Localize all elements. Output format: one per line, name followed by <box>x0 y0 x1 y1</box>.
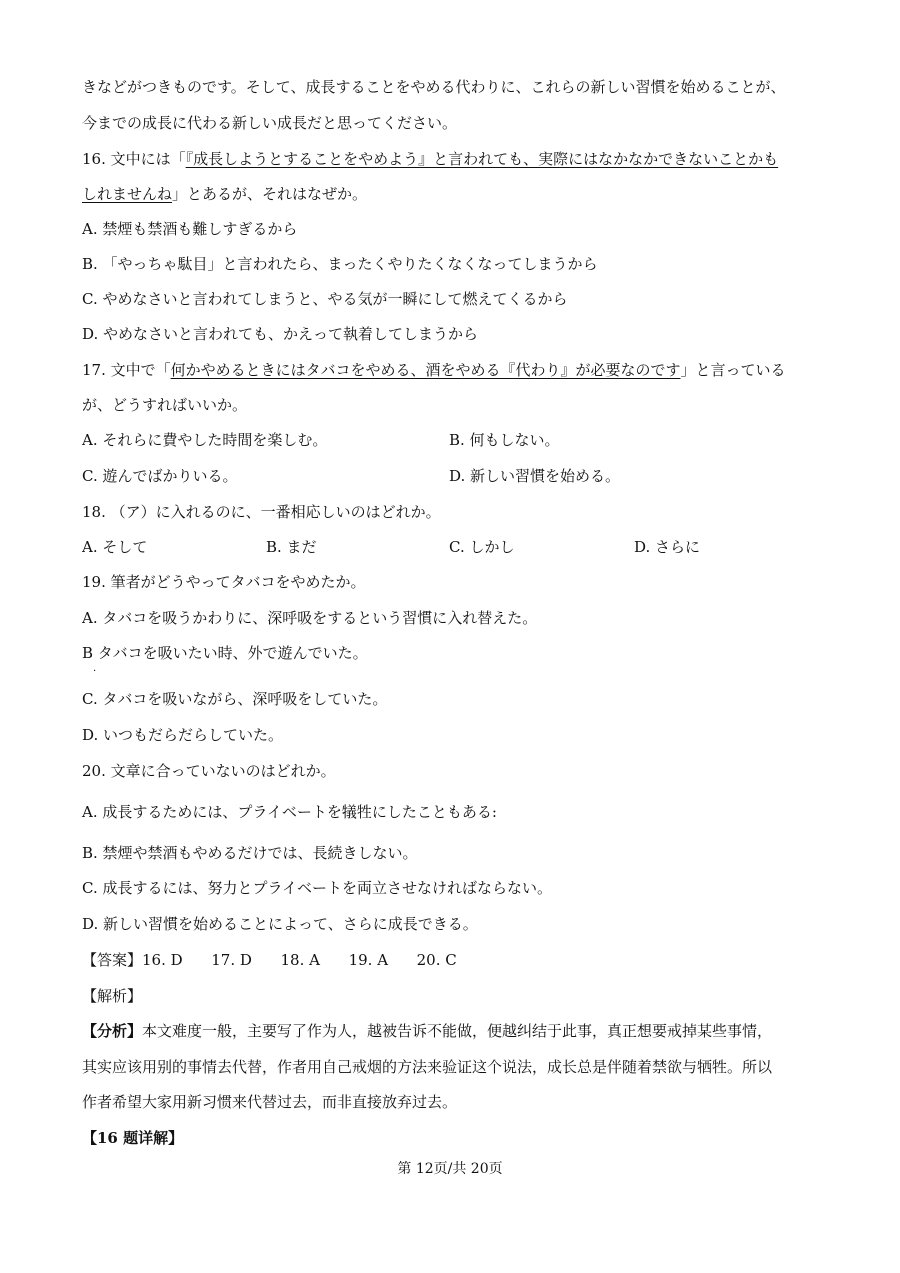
q17-option-c: C. 遊んでばかりいる。 <box>82 467 238 485</box>
q18-stem: 18. （ア）に入れるのに、一番相応しいのはどれか。 <box>82 503 441 521</box>
q17-suffix: 」と言っている <box>680 361 786 379</box>
q18-option-a: A. そして <box>82 538 148 556</box>
stray-dot-mark: · <box>93 666 97 677</box>
q17-quote: 何かやめるときにはタバコをやめる、酒をやめる『代わり』が必要なのです <box>170 361 681 379</box>
q18-option-b: B. まだ <box>266 538 317 556</box>
q19-option-c: C. タバコを吸いながら、深呼吸をしていた。 <box>82 690 388 708</box>
detail-16-heading: 【16 题详解】 <box>82 1129 184 1147</box>
answer-line: 【答案】16. D 17. D 18. A 19. A 20. C <box>82 951 457 969</box>
q20-option-c: C. 成長するには、努力とプライベートを両立させなければならない。 <box>82 879 553 897</box>
q16-suffix: 」とあるが、それはなぜか。 <box>172 185 368 203</box>
fenxi-line-1 <box>82 1021 772 1041</box>
q17-stem-line-2: が、どうすればいいか。 <box>82 396 248 414</box>
q16-option-c: C. やめなさいと言われてしまうと、やる気が一瞬にして燃えてくるから <box>82 290 568 308</box>
q16-stem-line-1 <box>82 149 778 169</box>
fenxi-text-1: 本文难度一般，主要写了作为人，越被告诉不能做，便越纠结于此事，真正想要戒掉某些事情， <box>142 1022 773 1040</box>
q19-stem: 19. 筆者がどうやってタバコをやめたか。 <box>82 573 366 591</box>
q17-prefix: 17. 文中で「 <box>82 361 171 379</box>
intro-line-1: きなどがつきものです。そして、成長することをやめる代わりに、これらの新しい習慣を始めることが、 <box>82 78 786 96</box>
q18-option-c: C. しかし <box>449 538 515 556</box>
q17-option-a: A. それらに費やした時間を楽しむ。 <box>82 431 328 449</box>
q16-option-a: A. 禁煙も禁酒も難しすぎるから <box>82 220 298 238</box>
q20-stem: 20. 文章に合っていないのはどれか。 <box>82 762 336 780</box>
q16-option-d: D. やめなさいと言われても、かえって執着してしまうから <box>82 325 479 343</box>
q17-option-d: D. 新しい習慣を始める。 <box>449 467 621 485</box>
analysis-heading: 【解析】 <box>82 987 143 1005</box>
q19-option-d: D. いつもだらだらしていた。 <box>82 726 284 744</box>
q20-option-a: A. 成長するためには、プライベートを犠牲にしたこともある: <box>82 803 497 821</box>
fenxi-line-2: 其实应该用别的事情去代替，作者用自己戒烟的方法来验证这个说法，成长总是伴随着禁欲与牺牲。所以 <box>82 1058 773 1076</box>
q18-option-d: D. さらに <box>634 538 701 556</box>
q20-option-b: B. 禁煙や禁酒もやめるだけでは、長続きしない。 <box>82 844 418 862</box>
fenxi-heading: 【分析】 <box>82 1022 143 1040</box>
q19-option-b: B タバコを吸いたい時、外で遊んでいた。 <box>82 644 368 662</box>
intro-line-2: 今までの成長に代わる新しい成長だと思ってください。 <box>82 114 458 132</box>
q20-option-d: D. 新しい習慣を始めることによって、さらに成長できる。 <box>82 915 478 933</box>
q16-option-b: B. 「やっちゃ駄目」と言われたら、まったくやりたくなくなってしまうから <box>82 255 598 273</box>
q16-quote-part-1: 『成長しようとすることをやめよう』と言われても、実際にはなかなかできないことかも <box>185 150 779 168</box>
page-footer: 第 12页/共 20页 <box>397 1161 503 1177</box>
q19-option-a: A. タバコを吸うかわりに、深呼吸をするという習慣に入れ替えた。 <box>82 609 538 627</box>
q16-prefix: 16. 文中には「 <box>82 150 186 168</box>
q16-quote-part-2: しれませんね <box>82 185 173 203</box>
q16-stem-line-2 <box>82 184 367 204</box>
q17-stem-line-1 <box>82 360 786 380</box>
q17-option-b: B. 何もしない。 <box>449 431 560 449</box>
fenxi-line-3: 作者希望大家用新习惯来代替过去，而非直接放弃过去。 <box>82 1093 458 1111</box>
